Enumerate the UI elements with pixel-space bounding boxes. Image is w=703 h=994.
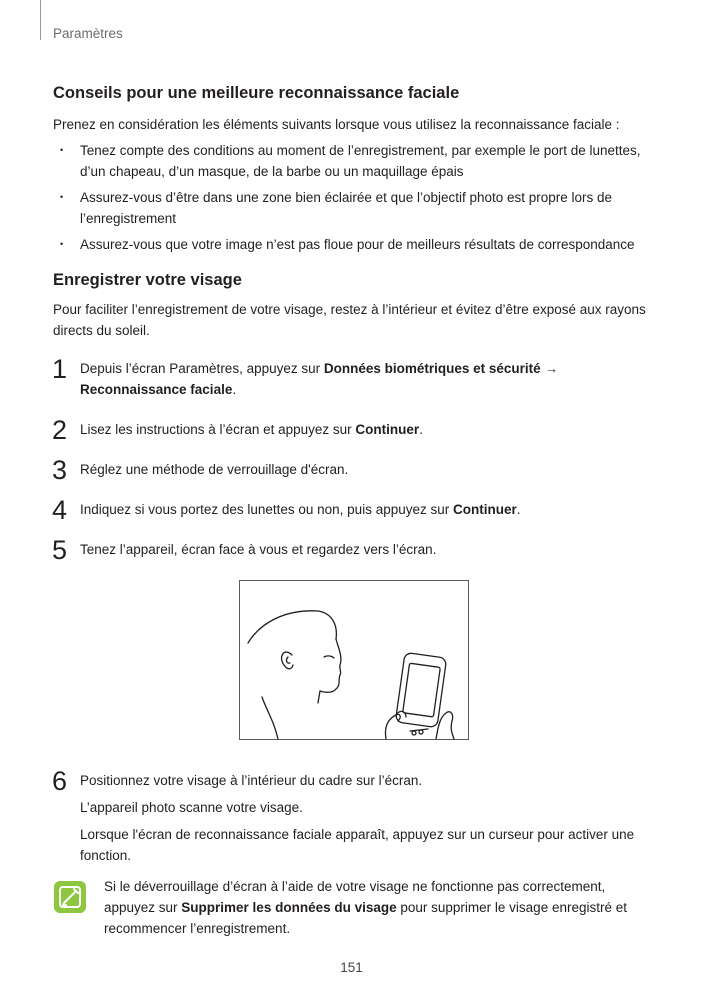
section-header: Paramètres [53,26,123,41]
step-6-detail: Lorsque l'écran de reconnaissance faciale apparaît, appuyez sur un curseur pour activer une fonction. [80,827,635,863]
step-4: 4 Indiquez si vous portez des lunettes ou non, puis appuyez sur Continuer. [52,495,521,525]
note-box: Si le déverrouillage d’écran à l’aide de votre visage ne fonctionne pas correctement, appuyez sur Supprimer les données du visage pour supprimer le visage enregistré et recommencer l’enregistrement. [53,876,653,939]
step-number: 3 [52,455,68,485]
continue-label: Continuer [355,422,420,437]
page-number: 151 [340,960,363,975]
tips-list [53,140,653,255]
tips-heading: Conseils pour une meilleure reconnaissance faciale [53,84,460,102]
step-number: 1 [52,354,68,384]
header-divider [40,0,41,40]
step-6-detail: L’appareil photo scanne votre visage. [80,800,303,815]
register-intro: Pour faciliter l’enregistrement de votre visage, restez à l’intérieur et évitez d’être exposé aux rayons directs du soleil. [53,302,646,338]
menu-path-face-recognition: Reconnaissance faciale [80,382,233,397]
step-number: 6 [52,766,68,796]
step-6: 6 Positionnez votre visage à l’intérieur du cadre sur l’écran. L’appareil photo scanne votre visage. Lorsque l'écran de reconnaissance faciale apparaît, appuyez sur un curseur pour activer une fonction. [53,770,653,866]
list-item: • Tenez compte des conditions au moment de l’enregistrement, par exemple le port de lunettes, d’un chapeau, d’un masque, de la barbe ou un maquillage épais [53,140,653,182]
step-3: 3 Réglez une méthode de verrouillage d'écran. [52,455,349,485]
step-number: 4 [52,495,68,525]
page-content [53,82,653,939]
person-holding-phone-icon [240,581,468,739]
list-item: • Assurez-vous d’être dans une zone bien éclairée et que l’objectif photo est propre lors de l’enregistrement [53,187,653,229]
step-number: 5 [52,535,68,565]
list-item: • Assurez-vous que votre image n’est pas floue pour de meilleurs résultats de correspondance [53,234,653,255]
step-5: 5 Tenez l’appareil, écran face à vous et regardez vers l’écran. [52,535,437,565]
face-scan-illustration [239,580,469,740]
continue-label: Continuer [452,502,517,517]
delete-face-data-label: Supprimer les données du visage [181,900,397,915]
tips-intro: Prenez en considération les éléments suivants lorsque vous utilisez la reconnaissance faciale : [53,117,620,132]
step-2: 2 Lisez les instructions à l’écran et appuyez sur Continuer. [52,415,423,445]
note-pencil-icon [53,880,87,914]
step-number: 2 [52,415,68,445]
register-heading: Enregistrer votre visage [53,271,242,289]
step-1: 1 Depuis l’écran Paramètres, appuyez sur Données biométriques et sécurité → Reconnaissance faciale. [52,354,558,397]
menu-path-biometrics: Données biométriques et sécurité [323,361,541,376]
